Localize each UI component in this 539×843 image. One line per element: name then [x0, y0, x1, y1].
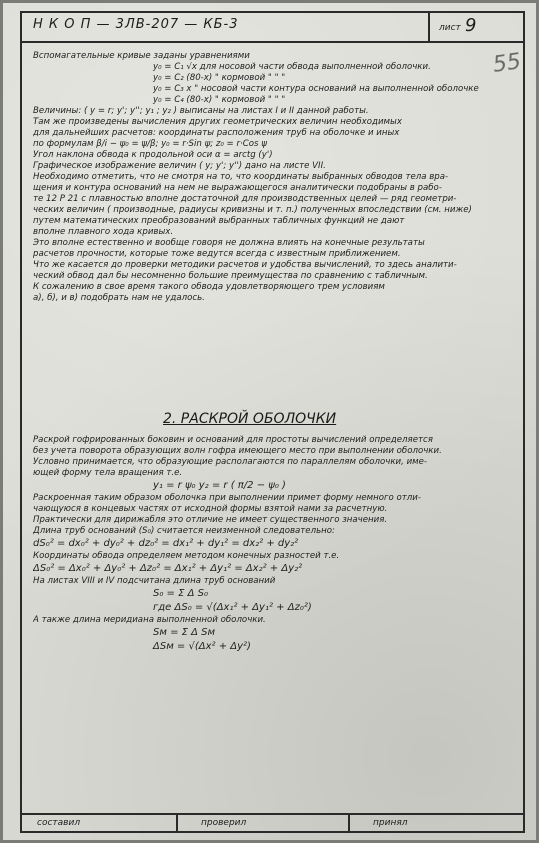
text-line: а), б), и в) подобрать нам не удалось. [33, 293, 205, 303]
header-rule [20, 41, 525, 43]
text-line: Что же касается до проверки методики расчетов и удобства вычислений, то здесь аналити- [33, 260, 457, 270]
text-line: К сожалению в свое время такого обвода удовлетворяющего трем условиям [33, 282, 385, 292]
text-line: ческий обвод дал бы несомненно большие преимущества по сравнению с табличным. [33, 271, 428, 281]
text-line: dS₀² = dx₀² + dy₀² + dz₀² = dx₁² + dy₁² = dx₂² + dy₂² [33, 538, 299, 549]
text-line: вполне плавного хода кривых. [33, 227, 174, 237]
text-line: те 12 Р 21 с плавностью вполне достаточной для производственных целей — ряд геометри- [33, 194, 457, 204]
text-line: путем математических преобразований выбранных табличных функций не дают [33, 216, 405, 226]
text-line: y₀ = C₁ √x для носовой части обвода выполненной оболочки. [153, 62, 431, 72]
text-line: Координаты обвода определяем методом конечных разностей т.е. [33, 551, 340, 561]
text-line: Раскроенная таким образом оболочка при выполнении примет форму немного отли- [33, 493, 421, 503]
text-line: S₀ = Σ Δ S₀ [153, 588, 208, 599]
text-line: y₀ = C₃ x " носовой части контура оснований на выполненной оболочке [153, 84, 479, 94]
text-line: ческих величин ( производные, радиусы кривизны и т. п.) полученных впоследствии (см. ниже) [33, 205, 472, 215]
document-code: Н К О П — 3ЛВ-207 — КБ-3 [33, 17, 239, 32]
footer-checked: проверил [201, 818, 247, 828]
sheet-number: 9 [465, 15, 477, 36]
text-line: Величины: ( y = r; y'; y''; y₁ ; y₂ ) выписаны на листах I и II данной работы. [33, 106, 369, 116]
text-line: На листах VIII и IV подсчитана длина труб оснований [33, 576, 276, 586]
text-line: y₀ = C₂ (80-x) " кормовой " " " [153, 73, 286, 83]
footer-separator [176, 813, 178, 833]
text-line: без учета поворота образующих волн гофра имеющего место при выполнении оболочки. [33, 446, 442, 456]
text-line: y₁ = r ψ₀ y₂ = r ( π/2 − ψ₀ ) [153, 480, 286, 491]
text-line: для дальнейших расчетов: координаты расположения труб на оболочке и иных [33, 128, 400, 138]
text-line: y₀ = C₄ (80-x) " кормовой " " " [153, 95, 286, 105]
footer-rule [20, 813, 525, 815]
text-line: расчетов прочности, которые тоже ведутся всегда с известным приближением. [33, 249, 401, 259]
body-text-top [33, 51, 518, 304]
footer-compiled: составил [37, 818, 81, 828]
text-line: ΔSм = √(Δx² + Δy²) [153, 641, 251, 652]
sheet-label: лист [439, 23, 461, 33]
text-line: щения и контура оснований на нем не выражающегося аналитически подобраны в рабо- [33, 183, 442, 193]
text-line: Угол наклона обвода к продольной оси α = arctg (y') [33, 150, 273, 160]
text-line: ющей форму тела вращения т.е. [33, 468, 183, 478]
text-line: Необходимо отметить, что не смотря на то, что координаты выбранных обводов тела вра- [33, 172, 449, 182]
text-line: Практически для дирижабля это отличие не имеет существенного значения. [33, 515, 388, 525]
footer-separator [348, 813, 350, 833]
text-line: по формулам β/i − ψ₀ = ψ/β; y₀ = r·Sin ψ; z₀ = r·Cos ψ [33, 139, 267, 149]
text-line: Длина труб оснований (S₀) считается неизменной следовательно: [33, 526, 335, 536]
text-line: А также длина меридиана выполненной оболочки. [33, 615, 266, 625]
footer-accepted: принял [373, 818, 408, 828]
text-line: ΔS₀² = Δx₀² + Δy₀² + Δz₀² = Δx₁² + Δy₁² = Δx₂² + Δy₂² [33, 563, 303, 574]
text-line: чающуюся в концевых частях от исходной формы взятой нами за расчетную. [33, 504, 388, 514]
body-text-bottom [33, 435, 518, 654]
document-sheet [3, 3, 536, 840]
text-line: Условно принимается, что образующие располагаются по параллелям оболочки, име- [33, 457, 428, 467]
text-line: Sм = Σ Δ Sм [153, 627, 216, 638]
header-separator [428, 11, 430, 41]
text-line: Это вполне естественно и вообще говоря не должна влиять на конечные результаты [33, 238, 425, 248]
text-line: Там же произведены вычисления других геометрических величин необходимых [33, 117, 402, 127]
text-line: Графическое изображение величин ( y; y'; y'') дано на листе VII. [33, 161, 326, 171]
text-line: Вспомагательные кривые заданы уравнениями [33, 51, 250, 61]
text-line: где ΔS₀ = √(Δx₁² + Δy₁² + Δz₀²) [153, 602, 312, 613]
text-line: Раскрой гофрированных боковин и оснований для простоты вычислений определяется [33, 435, 433, 445]
corner-handwritten-note: 55 [491, 49, 523, 78]
section-title: 2. РАСКРОЙ ОБОЛОЧКИ [163, 411, 337, 427]
